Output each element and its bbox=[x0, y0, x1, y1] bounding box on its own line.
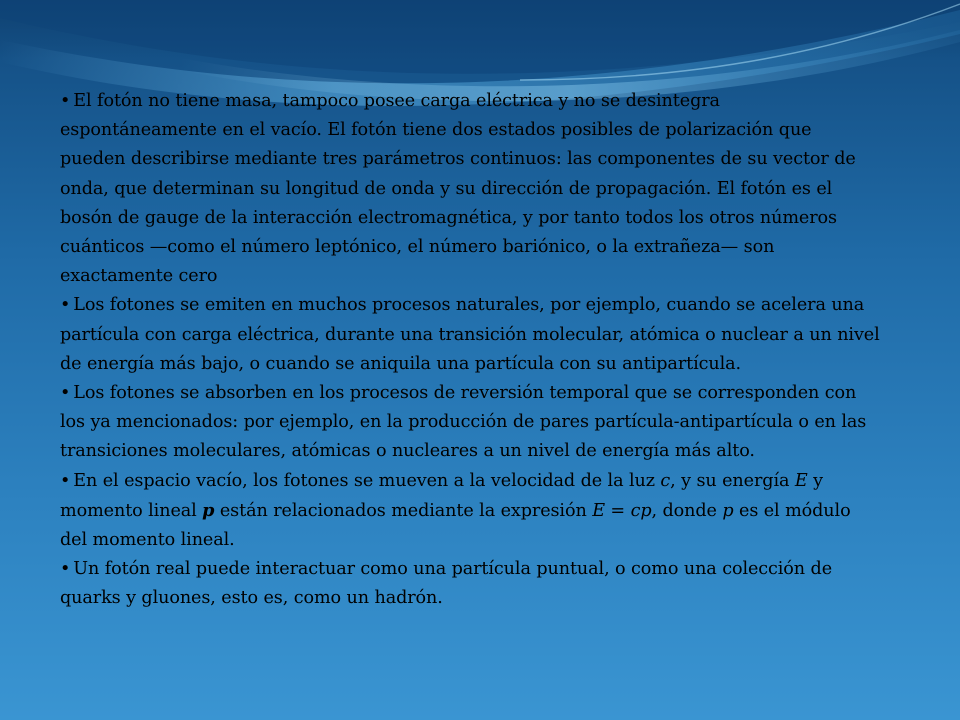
bullet-paragraph bbox=[60, 467, 880, 556]
bullet-text: En el espacio vacío, los fotones se mueven a la velocidad de la luz bbox=[73, 470, 661, 491]
bullet-paragraph bbox=[60, 291, 880, 379]
bullet-text: es el módulo del momento lineal. bbox=[60, 500, 851, 551]
bullet-paragraph bbox=[60, 87, 880, 291]
bullet-icon: • bbox=[60, 559, 71, 580]
bullet-item bbox=[60, 467, 880, 556]
bullet-text: El fotón no tiene masa, tampoco posee carga eléctrica y no se desintegra espontáneamente en el vacío. El fotón tiene dos estados posibles de polarización que pueden describirse mediante tres parámetros continuos: las componentes de su vector de onda, que determinan su longitud de onda y su dirección de propagación. El fotón es el bosón de gauge de la interacción electromagnética, y por tanto todos los otros números cuánticos —como el número leptónico, el número bariónico, o la extrañeza— son exactamente cero bbox=[60, 91, 856, 287]
bullet-text: Un fotón real puede interactuar como una partícula puntual, o como una colección de quarks y gluones, esto es, como un hadrón. bbox=[60, 559, 833, 609]
math-symbol: E bbox=[794, 470, 808, 491]
bullet-text: Los fotones se absorben en los procesos de reversión temporal que se corresponden con los ya mencionados: por ejemplo, en la producción de pares partícula-antipartícula o en las transiciones moleculares, atómicas o nucleares a un nivel de energía más alto. bbox=[60, 383, 867, 462]
bullet-text: , y su energía bbox=[670, 470, 795, 491]
bullet-text: están relacionados mediante la expresión bbox=[214, 500, 593, 521]
bullet-text: = bbox=[604, 500, 631, 521]
bullet-text: y momento lineal bbox=[60, 470, 823, 521]
bullet-icon: • bbox=[60, 470, 71, 491]
bullet-item bbox=[60, 87, 880, 291]
math-symbol: p bbox=[722, 500, 734, 521]
bullet-icon: • bbox=[60, 383, 71, 404]
bullet-paragraph bbox=[60, 379, 880, 467]
math-symbol: p bbox=[202, 499, 215, 521]
math-symbol: E bbox=[592, 500, 605, 521]
bullet-icon: • bbox=[60, 91, 71, 111]
bullet-icon: • bbox=[60, 295, 71, 316]
math-symbol: c bbox=[660, 470, 671, 491]
bullet-text: Los fotones se emiten en muchos procesos naturales, por ejemplo, cuando se acelera una partícula con carga eléctrica, durante una transición molecular, atómica o nuclear a un nivel de energía más bajo, o cuando se aniquila una partícula con su antipartícula. bbox=[60, 295, 880, 374]
bullet-item bbox=[60, 555, 880, 613]
bullet-paragraph bbox=[60, 555, 880, 613]
bullet-item bbox=[60, 379, 880, 467]
bullet-item bbox=[60, 291, 880, 379]
bullet-text: , donde bbox=[651, 500, 723, 521]
slide-body bbox=[60, 87, 880, 614]
math-symbol: cp bbox=[630, 500, 652, 521]
